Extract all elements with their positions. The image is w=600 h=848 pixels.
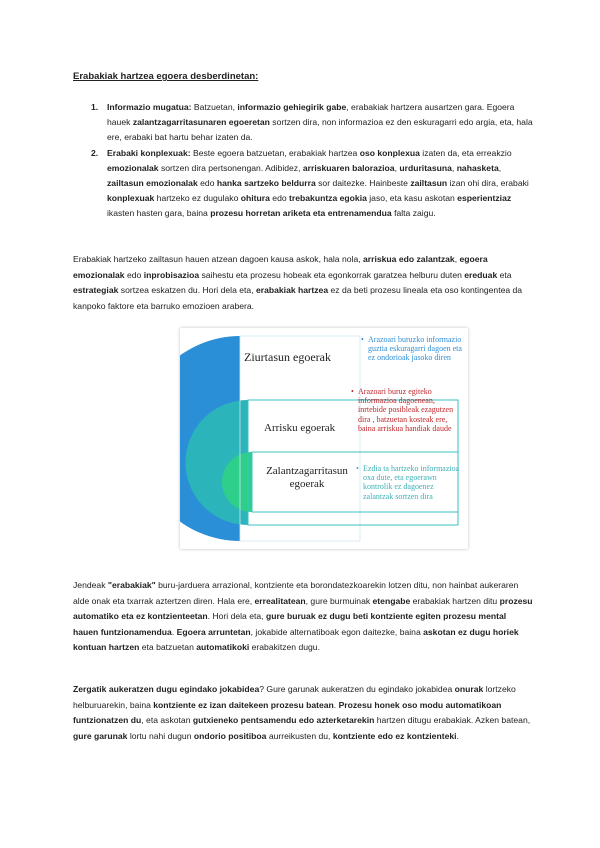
bold-text: estrategiak [73,285,119,296]
bold-text: errealitatean [254,595,306,606]
bold-text: ereduak [464,269,498,280]
text-run: jaso, eta kasu askotan [366,193,458,204]
text-run: eta batzuetan [139,642,197,653]
bold-text: automatikoki [196,642,250,653]
bold-text: ondorio positiboa [193,730,267,741]
bold-text: onurak [454,684,484,694]
bold-text: kontziente edo ez kontzienteki [332,730,457,741]
section-heading: Erabakiak hartzea egoera desberdinetan: [73,71,259,82]
bold-text: gutxieneko pentsamendu edo azterketarekin [192,715,375,726]
text-run: sortzen dira pertsonengan. Adibidez, [158,162,303,173]
text-run: izaten da, eta erreakzio [419,147,512,158]
bold-text: esperientziaz [457,193,512,204]
text-run: ez da beti prozesu lineala eta oso kontingentea da kanpoko faktore eta barruko emozioen arabera. [73,285,523,311]
bold-text: Zergatik aukeratzen dugu egindako jokabidea [73,684,260,694]
text-run: , [451,162,457,173]
text-run: Erabakiak hartzeko zailtasun hauen atzean dagoen kausa askok, hala nola, [73,254,363,264]
bold-text: kontziente ez izan daitekeen prozesu batean [153,699,334,710]
decision-situations-diagram [180,328,468,549]
bold-text: gure garunak [73,730,128,741]
list-item-title: Informazio mugatua: [107,102,192,112]
text-run: , erabakiak hartzera ausartzen gara. Egoera hauek [107,102,515,128]
text-run: erabakiak hartzen ditu [410,595,500,606]
text-run: , jokabide alternatiboak egon daitezke, baina [250,626,424,637]
text-run: , [394,162,400,173]
bold-text: erabakiak hartzea [255,285,329,296]
bold-text: Prozesu honek oso modu automatikoan funtzionatzen du [73,699,502,726]
text-run: Beste egoera batzuetan, erabakiak hartzea [190,147,360,158]
bold-text: "erabakiak" [107,580,156,590]
text-run: . Hori dela eta, [207,611,266,622]
text-run: edo [269,193,290,204]
paragraph [73,578,533,656]
list-item [73,100,533,146]
uncertainty-description: • Ezdia ta hartzeko informazioa oxa dute, eta egoerawn kontrolik ez dagoenez zalantzak sortzen dira [356,464,460,501]
text-run: hartzen ditugu erabakiak. Azken batean, [374,715,531,726]
bold-text: trebakuntza egokia [289,193,367,204]
text-run: aurreikusten du, [266,730,333,741]
text-run: sortzea eskatzen du. Hori dela eta, [118,285,256,296]
risk-label: Arrisku egoerak [264,422,336,434]
list-item-title: Erabaki konplexuak: [107,147,191,158]
numbered-list [73,100,533,222]
bold-text: urduritasuna [399,162,452,173]
text-run: edo [197,178,217,189]
text-run: buru-jarduera arrazional, kontziente eta borondatezkoarekin lotzen ditu, non hainbat aukeraren alde onak eta txarrak aztertzen diren. Hala ere, [73,580,519,606]
text-run: Batzuetan, [191,102,238,112]
text-run: hartzeko ez dugulako [154,193,241,204]
uncertainty-label: Zalantzagarritasun egoerak [266,465,348,490]
text-run: sor daitezke. Hainbeste [315,178,411,189]
bold-text: Egoera arruntetan [176,626,251,637]
text-run: ? Gure garunak aukeratzen du egindako jokabidea [259,684,455,694]
bold-text: konplexuak [107,193,155,204]
list-item-text [107,102,533,142]
bold-text: zailtasun [410,178,448,189]
certainty-description: • Arazoari buruzko informazio guztia eskuragarri dagoen eta ez ondorioak jasoko diren [361,335,462,363]
text-run: saihestu eta prozesu hobeak eta egonkorrak garatzea helburu duten [199,269,465,280]
text-run: . [456,730,459,741]
text-run: lortzeko helburuarekin, baina [73,684,516,710]
bold-text: gure buruak ez dugu beti kontziente egiten prozesu mental hauen funtzionamendua [73,611,507,637]
certainty-label: Ziurtasun egoerak [244,350,331,364]
text-run: . [171,626,177,637]
text-run: falta zaigu. [391,208,436,219]
text-run: eta [497,269,512,280]
bold-text: prozesu automatiko eta ez kontzienteetan [73,595,533,622]
bold-text: arriskuaren balorazioa [302,162,395,173]
text-run: , eta askotan [141,715,193,726]
bullet-icon: • [356,464,359,473]
text-run: , [454,254,460,264]
text-run: Jendeak [73,580,108,590]
bold-text: nahasketa [456,162,499,173]
paragraph [73,682,533,744]
bullet-icon: • [351,387,354,396]
text-run: izan ohi dira, erabaki [447,178,529,189]
bold-text: zailtasun emozionalak [107,178,198,189]
bold-text: hanka sartzeko beldurra [216,178,316,189]
bold-text: askotan ez dugu horiek kontuan hartzen [73,626,519,653]
text-run: ikasten hasten gara, baina [107,208,211,219]
bold-text: prozesu horretan ariketa eta entrenamendua [210,208,392,219]
text-run: erabakitzen dugu. [249,642,320,653]
bold-text: egoera emozionalak [73,254,488,280]
list-item-text [107,148,529,219]
bold-text: inprobisazioa [143,269,200,280]
bold-text: ohitura [240,193,270,204]
text-run: sortzen dira, non informazioa ez den eskuragarri edo argia, eta, hala ere, erabaki bat hartu behar izaten da. [107,117,533,143]
bullet-icon: • [361,335,364,344]
list-item [73,146,533,222]
text-run: , gure burmuinak [305,595,373,606]
bold-text: etengabe [372,595,411,606]
text-run: lortu nahi dugun [127,730,194,741]
list-number: 2. [91,147,99,158]
text-run: , [498,162,502,173]
bold-text: informazio gehiegirik gabe [237,102,347,112]
bold-text: emozionalak [107,162,159,173]
bold-text: arriskua edo zalantzak [363,254,455,264]
bold-text: zalantzagarritasunaren egoeretan [132,117,270,128]
paragraph [73,252,533,314]
text-run: edo [124,269,144,280]
bold-text: oso konplexua [359,147,420,158]
risk-description: • Arazoari buruz egiteko informazioa dagoenean, inrtebide posibleak ezagutzen dira , batzuetan kosteak ere, baina arriskua handiak daude [351,387,454,433]
text-run: . [333,699,339,710]
list-number: 1. [91,102,99,112]
